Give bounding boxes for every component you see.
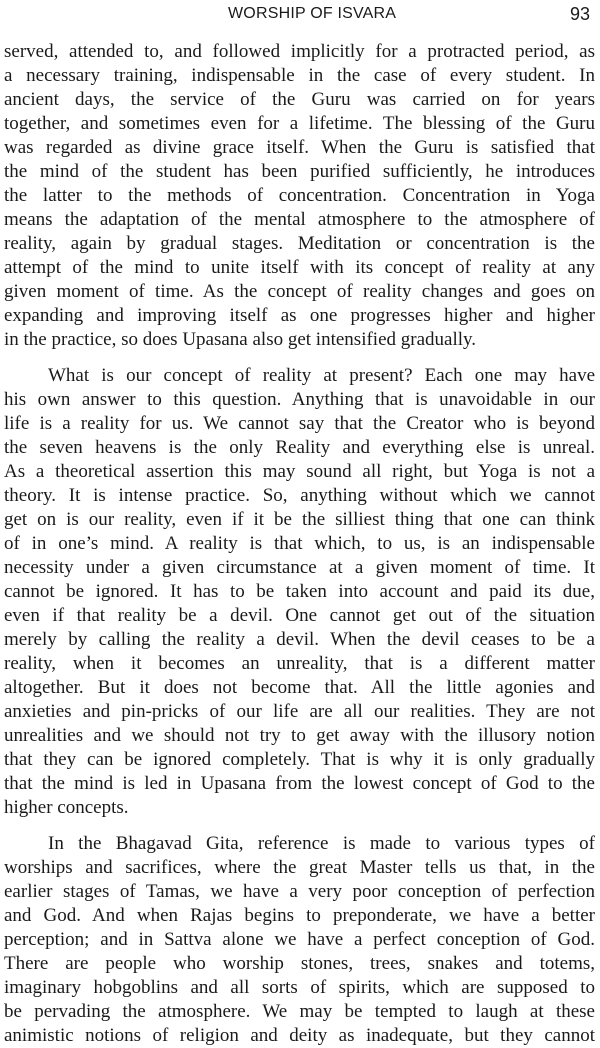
text-line: means the adaptation of the mental atmosphere to the atmosphere of [4, 209, 595, 230]
text-line: theory. It is intense practice. So, anything without which we cannot [4, 485, 595, 506]
text-line: of in one’s mind. A reality is that which, to us, is an indispensable [4, 533, 595, 554]
paragraph-3 [4, 832, 595, 1048]
text-line: and God. And when Rajas begins to preponderate, we have a better [4, 905, 595, 926]
text-line: In the Bhagavad Gita, reference is made to various types of [48, 833, 595, 854]
text-line: There are people who worship stones, trees, snakes and totems, [4, 953, 595, 974]
text-line: reality, again by gradual stages. Meditation or concentration is the [4, 233, 595, 254]
page-number: 93 [569, 4, 590, 24]
text-line: What is our concept of reality at present? Each one may have [48, 365, 595, 386]
paragraph-2 [4, 364, 595, 820]
text-line: higher concepts. [4, 797, 129, 818]
text-line: anxieties and pin-pricks of our life are all our realities. They are not [4, 701, 595, 722]
text-line: cannot be ignored. It has to be taken into account and paid its due, [4, 581, 595, 602]
text-line: altogether. But it does not become that. All the little agonies and [4, 677, 595, 698]
text-line: necessity under a given circumstance at a given moment of time. It [4, 557, 595, 578]
text-line: his own answer to this question. Anything that is unavoidable in our [4, 389, 595, 410]
text-line: imaginary hobgoblins and all sorts of spirits, which are supposed to [4, 977, 595, 998]
text-line: get on is our reality, even if it be the silliest thing that one can think [4, 509, 595, 530]
text-line: unrealities and we should not try to get away with the illusory notion [4, 725, 595, 746]
text-line: animistic notions of religion and deity as inadequate, but they cannot [4, 1025, 595, 1046]
text-line: in the practice, so does Upasana also get intensified gradually. [4, 329, 477, 350]
text-line: ancient days, the service of the Guru was carried on for years [4, 89, 595, 110]
text-line: reality, when it becomes an unreality, that is a different matter [4, 653, 595, 674]
text-line: given moment of time. As the concept of reality changes and goes on [4, 281, 595, 302]
text-line: merely by calling the reality a devil. When the devil ceases to be a [4, 629, 595, 650]
text-line: a necessary training, indispensable in the case of every student. In [4, 65, 595, 86]
running-head [0, 3, 600, 29]
text-line: even if that reality be a devil. One cannot get out of the situation [4, 605, 595, 626]
paragraph-1 [4, 40, 595, 352]
text-line: attempt of the mind to unite itself with its concept of reality at any [4, 257, 595, 278]
body-text [4, 40, 595, 1048]
text-line: perception; and in Sattva alone we have a perfect conception of God. [4, 929, 595, 950]
text-line: the latter to the methods of concentration. Concentration in Yoga [4, 185, 595, 206]
text-line: the mind of the student has been purified sufficiently, he introduces [4, 161, 595, 182]
text-line: be pervading the atmosphere. We may be tempted to laugh at these [4, 1001, 595, 1022]
text-line: the seven heavens is the only Reality and everything else is unreal. [4, 437, 595, 458]
running-title: WORSHIP OF ISVARA [228, 5, 397, 22]
text-line: that the mind is led in Upasana from the lowest concept of God to the [4, 773, 595, 794]
text-line: was regarded as divine grace itself. When the Guru is satisfied that [4, 137, 595, 158]
text-line: together, and sometimes even for a lifetime. The blessing of the Guru [4, 113, 595, 134]
text-line: earlier stages of Tamas, we have a very poor conception of perfection [4, 881, 595, 902]
text-line: worships and sacrifices, where the great Master tells us that, in the [4, 857, 595, 878]
text-line: As a theoretical assertion this may sound all right, but Yoga is not a [4, 461, 595, 482]
text-line: expanding and improving itself as one progresses higher and higher [4, 305, 595, 326]
text-line: served, attended to, and followed implicitly for a protracted period, as [4, 41, 595, 62]
text-line: that they can be ignored completely. That is why it is only gradually [4, 749, 595, 770]
text-line: life is a reality for us. We cannot say that the Creator who is beyond [4, 413, 595, 434]
